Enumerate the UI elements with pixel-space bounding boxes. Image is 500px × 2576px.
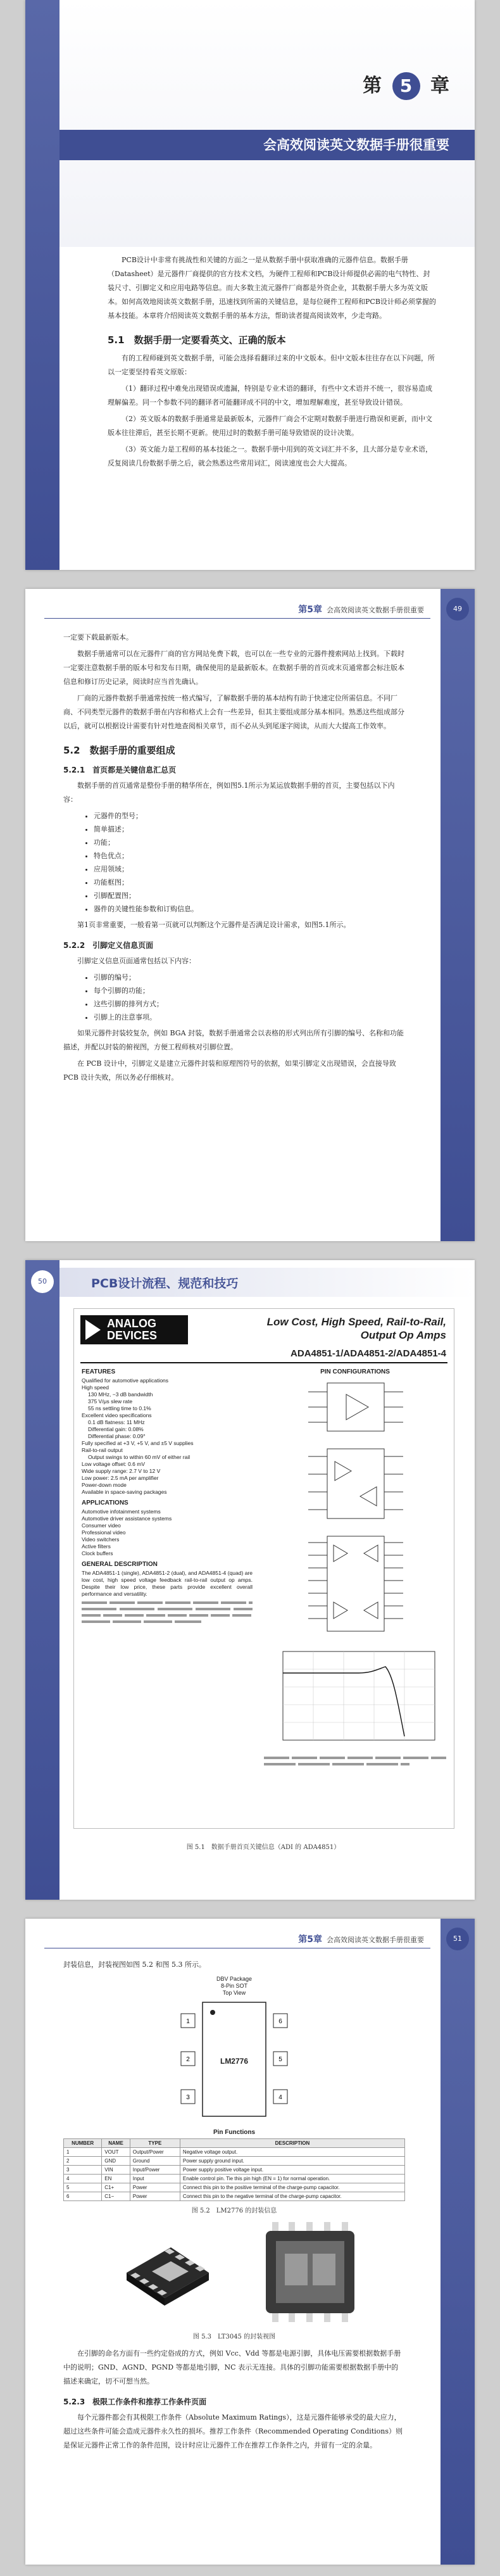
section-5-1-title: 5.1 数据手册一定要看英文、正确的版本 xyxy=(108,334,286,346)
page-number: 51 xyxy=(446,1928,469,1950)
table-header: DESCRIPTION xyxy=(180,2139,404,2148)
svg-text:4: 4 xyxy=(278,2094,282,2101)
paragraph: 一定要下载最新版本。 xyxy=(63,633,133,641)
datasheet-figure xyxy=(73,1308,454,1829)
pinout-diagram-quad xyxy=(308,1536,403,1631)
figure-caption: 图 5.2 LM2776 的封装信息 xyxy=(191,2207,277,2214)
list-item: • 简单描述； xyxy=(94,823,405,836)
list-item: • 每个引脚的功能； xyxy=(94,984,405,997)
text-placeholder xyxy=(82,1608,253,1610)
feature-item: Wide supply range: 2.7 V to 12 V xyxy=(82,1468,161,1474)
figure-caption: 图 5.3 LT3045 的封装视图 xyxy=(192,2333,276,2340)
paragraph: 如果元器件封装较复杂，例如 BGA 封装，数据手册通常会以表格的形式列出所有引脚的编号、名称和功能描述，并配以封装的俯视图，方便工程师核对引脚位置。 xyxy=(63,1029,404,1051)
page4-body xyxy=(63,1958,405,2455)
logo-text-1: ANALOG xyxy=(107,1317,156,1330)
header-banner xyxy=(59,1268,475,1297)
page-side-band xyxy=(25,0,59,570)
feature-item: Output swings to within 60 mV of either rail xyxy=(88,1454,191,1460)
typical-performance-plot xyxy=(264,1648,446,1749)
table-cell: 2 xyxy=(64,2157,102,2166)
table-row xyxy=(64,2175,405,2183)
package-label-line: Top View xyxy=(222,1990,246,1996)
part-number: ADA4851-1/ADA4851-2/ADA4851-4 xyxy=(291,1348,446,1359)
features-heading: FEATURES xyxy=(82,1368,116,1375)
application-item: Professional video xyxy=(82,1529,126,1536)
package-label-line: DBV Package xyxy=(216,1976,253,1982)
paragraph: 在引脚的命名方面有一些约定俗成的方式，例如 Vcc、Vdd 等都是电源引脚，具体电压需要根据数据手册中的说明；GND、AGND、PGND 等都是地引脚，NC 表示无连接。具体的引脚功能需要根据数据手册中的描述来确定，切不可想当然。 xyxy=(63,2349,401,2385)
bullet-list xyxy=(63,809,405,916)
list-item: • 引脚配置图； xyxy=(94,889,405,902)
application-item: Consumer video xyxy=(82,1522,121,1529)
subsection-5-2-2-title: 5.2.2 引脚定义信息页面 xyxy=(63,941,154,950)
paragraph: 在 PCB 设计中，引脚定义是建立元器件封装和原理图符号的依据，如果引脚定义出现错误，会直接导致 PCB 设计失败，所以务必仔细核对。 xyxy=(63,1059,396,1082)
feature-item: Differential gain: 0.08% xyxy=(88,1426,144,1432)
table-cell: Power supply ground input. xyxy=(180,2157,404,2166)
paragraph: 厂商的元器件数据手册通常按统一格式编写，了解数据手册的基本结构有助于快速定位所需信息。不同厂商、不同类型元器件的数据手册在内容和格式上会有一些差异，但其主要组成部分基本相同。熟悉这些组成部分以后，就可以根据设计需要有针对性地查阅相关章节，而不必从头到尾逐字阅读，从而大大提高工作效率。 xyxy=(63,694,404,730)
datasheet-title xyxy=(267,1315,446,1342)
list-item: • 应用领域； xyxy=(94,862,405,876)
table-cell: 1 xyxy=(64,2148,102,2157)
text-placeholder xyxy=(264,1763,409,1765)
general-description-heading: GENERAL DESCRIPTION xyxy=(82,1561,158,1568)
table-cell: 6 xyxy=(64,2192,102,2201)
paragraph: 有的工程师碰到英文数据手册，可能会选择看翻译过来的中文版本。但中文版本往往存在以下问题，所以一定要坚持看英文原版： xyxy=(108,354,435,376)
application-item: Active filters xyxy=(82,1543,111,1550)
application-item: Video switchers xyxy=(82,1536,120,1543)
left-column xyxy=(82,1368,253,1623)
list-item: • 功能； xyxy=(94,836,405,849)
feature-item: Rail-to-rail output xyxy=(82,1447,123,1453)
feature-item: High speed xyxy=(82,1384,109,1391)
header-rule xyxy=(44,618,430,619)
title-rule xyxy=(80,1362,447,1363)
pin-functions-heading: Pin Functions xyxy=(213,2129,256,2136)
table-header: TYPE xyxy=(130,2139,180,2148)
feature-item: Qualified for automotive applications xyxy=(82,1377,169,1384)
feature-item: Power-down mode xyxy=(82,1482,127,1488)
list-item: • 这些引脚的排列方式； xyxy=(94,997,405,1011)
feature-item: 375 V/μs slew rate xyxy=(88,1398,133,1405)
table-cell: Negative voltage output. xyxy=(180,2148,404,2157)
page-side-band xyxy=(441,589,475,1241)
list-item: • 功能框图； xyxy=(94,876,405,889)
chapter-prefix: 第 xyxy=(363,75,382,97)
package-label-line: 8-Pin SOT xyxy=(220,1983,247,1989)
table-row xyxy=(64,2166,405,2175)
table-cell: Connect this pin to the positive terminal of the charge-pump capacitor. xyxy=(180,2183,404,2192)
paragraph: 引脚定义信息页面通常包括以下内容： xyxy=(77,957,196,965)
package-3d-figure xyxy=(63,2219,405,2327)
table-cell: C1− xyxy=(102,2192,130,2201)
dfn-package-bottom-view xyxy=(253,2222,367,2323)
subsection-5-2-1-title: 5.2.1 首页都是关键信息汇总页 xyxy=(63,766,177,774)
dfn-package-3d-view xyxy=(108,2222,222,2323)
adi-logo-triangle xyxy=(85,1320,101,1340)
running-header xyxy=(298,1933,424,1945)
table-cell: EN xyxy=(102,2175,130,2183)
feature-item: 130 MHz, −3 dB bandwidth xyxy=(88,1391,153,1398)
table-cell: C1+ xyxy=(102,2183,130,2192)
document-page-2 xyxy=(25,589,475,1241)
feature-item: Excellent video specifications xyxy=(82,1412,152,1418)
table-row xyxy=(64,2157,405,2166)
chapter-header-area xyxy=(59,0,475,247)
list-item: • 引脚的编号； xyxy=(94,971,405,984)
table-cell: Connect this pin to the negative terminal of the charge-pump capacitor. xyxy=(180,2192,404,2201)
subsection-5-2-3-title: 5.2.3 极限工作条件和推荐工作条件页面 xyxy=(63,2397,207,2406)
table-cell: VOUT xyxy=(102,2148,130,2157)
table-cell: Input xyxy=(130,2175,180,2183)
application-item: Automotive infotainment systems xyxy=(82,1508,161,1515)
page-number: 49 xyxy=(446,598,469,621)
table-cell: Output/Power xyxy=(130,2148,180,2157)
adi-logo xyxy=(80,1315,188,1344)
table-header: NUMBER xyxy=(64,2139,102,2148)
applications-heading: APPLICATIONS xyxy=(82,1500,128,1506)
feature-item: Available in space-saving packages xyxy=(82,1489,167,1495)
package-figure xyxy=(63,1974,405,2126)
intro-paragraph: PCB设计中非常有挑战性和关键的方面之一是从数据手册中获取准确的元器件信息。数据手册（Datasheet）是元器件厂商提供的官方技术文档，为硬件工程师和PCB设计师提供必需的电气特性、封装尺寸、引脚定义和应用电路等信息。而大多数主流元器件厂商都是外资企业，其数据手册大多为英文版本。如何高效地阅读英文数据手册，迅速找到所需的关键信息，是每位硬件工程师和PCB设计师必须掌握的基本技能。本章将介绍阅读英文数据手册的基本方法，帮助读者提高阅读效率，少走弯路。 xyxy=(108,256,436,320)
text-placeholder xyxy=(82,1620,201,1623)
right-column xyxy=(264,1368,446,1765)
document-page-4 xyxy=(25,1919,475,2565)
datasheet-title-line: Low Cost, High Speed, Rail-to-Rail, xyxy=(266,1316,446,1328)
chapter-number-label xyxy=(363,70,449,100)
svg-text:1: 1 xyxy=(186,2018,190,2025)
table-cell: VIN xyxy=(102,2166,130,2175)
bullet-list xyxy=(63,971,405,1024)
table-cell: 5 xyxy=(64,2183,102,2192)
datasheet-title-line: Output Op Amps xyxy=(360,1329,446,1341)
feature-item: Fully specified at +3 V, +5 V, and ±5 V supplies xyxy=(82,1440,194,1446)
feature-item: 55 ns settling time to 0.1% xyxy=(88,1405,151,1411)
page-number: 50 xyxy=(31,1270,54,1293)
svg-text:6: 6 xyxy=(278,2018,282,2025)
table-row xyxy=(64,2183,405,2192)
chapter-title: 会高效阅读英文数据手册很重要 xyxy=(263,137,449,153)
svg-text:2: 2 xyxy=(186,2056,190,2063)
table-cell: Power xyxy=(130,2183,180,2192)
table-row xyxy=(64,2192,405,2201)
table-cell: GND xyxy=(102,2157,130,2166)
paragraph: 封装信息，封装视图如图 5.2 和图 5.3 所示。 xyxy=(63,1960,206,1969)
feature-item: Low voltage offset: 0.6 mV xyxy=(82,1461,146,1467)
header-chapter: 第5章 xyxy=(298,1935,322,1945)
text-placeholder xyxy=(264,1757,446,1759)
feature-item: Low power: 2.5 mA per amplifier xyxy=(82,1475,159,1481)
section-5-2-title: 5.2 数据手册的重要组成 xyxy=(63,745,175,756)
paragraph: 数据手册的首页通常是整份手册的精华所在，例如图5.1所示为某运放数据手册的首页，主要包括以下内容： xyxy=(63,781,395,804)
page-side-band xyxy=(25,1260,59,1900)
table-cell: Ground xyxy=(130,2157,180,2166)
table-cell: Power supply positive voltage input. xyxy=(180,2166,404,2175)
page-side-band xyxy=(441,1919,475,2565)
text-placeholder xyxy=(82,1601,253,1604)
paragraph: （1）翻译过程中难免出现错误或遗漏，特别是专业术语的翻译，有些中文术语并不统一，很容易造成理解偏差。同一个参数不同的翻译者可能翻译成不同的中文，增加理解难度，甚至导致设计错误。 xyxy=(108,384,432,407)
header-chapter: 第5章 xyxy=(298,605,322,615)
table-row xyxy=(64,2148,405,2157)
page2-body xyxy=(63,631,405,1087)
header-title: 会高效阅读英文数据手册很重要 xyxy=(327,606,424,614)
table-cell: 3 xyxy=(64,2166,102,2175)
package-label xyxy=(203,1976,266,1997)
list-item: • 引脚上的注意事项。 xyxy=(94,1011,405,1024)
table-cell: 4 xyxy=(64,2175,102,2183)
general-description: The ADA4851-1 (single), ADA4851-2 (dual), and ADA4851-4 (quad) are low cost, high speed voltage feedback rail-to-rail output op amps. Despite their low price, these parts provide excellent overall performance and versatility. xyxy=(82,1570,253,1597)
pin-functions-table xyxy=(63,2138,405,2201)
header-title: 会高效阅读英文数据手册很重要 xyxy=(327,1936,424,1944)
table-header-row xyxy=(64,2139,405,2148)
pinout-diagram-single xyxy=(308,1383,403,1431)
chip-label: LM2776 xyxy=(220,2057,249,2066)
figure-caption: 图 5.1 数据手册首页关键信息（ADI 的 ADA4851） xyxy=(186,1844,341,1851)
chapter-suffix: 章 xyxy=(430,75,449,97)
paragraph: 数据手册通常可以在元器件厂商的官方网站免费下载，也可以在一些专业的元器件搜索网站上找到。下载时一定要注意数据手册的版本号和发布日期，确保使用的是最新版本。在数据手册的首页或末页通常都会标注版本信息和修订历史记录，阅读时应当首先确认。 xyxy=(63,650,404,686)
application-item: Clock buffers xyxy=(82,1550,113,1556)
table-header: NAME xyxy=(102,2139,130,2148)
running-header xyxy=(298,603,424,616)
document-page-3 xyxy=(25,1260,475,1900)
pinout-diagram-dual xyxy=(308,1449,403,1518)
list-item: • 特色优点； xyxy=(94,849,405,862)
chapter-number-badge: 5 xyxy=(392,72,420,100)
pin-configuration-diagrams xyxy=(264,1379,446,1645)
feature-item: Differential phase: 0.09° xyxy=(88,1433,146,1439)
paragraph: （2）英文版本的数据手册通常是最新版本，元器件厂商会不定期对数据手册进行勘误和更新，而中文版本往往滞后，甚至长期不更新。使用过时的数据手册可能导致错误的设计决策。 xyxy=(108,415,432,437)
text-placeholder xyxy=(82,1614,253,1617)
header-title: PCB设计流程、规范和技巧 xyxy=(91,1277,239,1291)
feature-item: 0.1 dB flatness: 11 MHz xyxy=(88,1419,145,1425)
paragraph: （3）英文能力是工程师的基本技能之一。数据手册中用到的英文词汇并不多，且大部分是专业术语，反复阅读几份数据手册之后，就会熟悉这些常用词汇，阅读速度也会大大提高。 xyxy=(108,445,432,467)
list-item: • 元器件的型号； xyxy=(94,809,405,823)
table-cell: Input/Power xyxy=(130,2166,180,2175)
page1-body xyxy=(108,253,437,473)
paragraph: 每个元器件都会有其极限工作条件（Absolute Maximum Ratings），这是元器件能够承受的最大应力，超过这些条件可能会造成元器件永久性的损坏。推荐工作条件（Recommended Operating Conditions）则是保证元器件正常工作的条件范围，设计时应让元器件工作在推荐工作条件之内，并留有一定的余量。 xyxy=(63,2413,403,2449)
application-item: Automotive driver assistance systems xyxy=(82,1515,172,1522)
table-cell: Enable control pin. Tie this pin high (EN = 1) for normal operation. xyxy=(180,2175,404,2183)
chapter-title-bar xyxy=(59,130,475,160)
table-cell: Power xyxy=(130,2192,180,2201)
logo-text-2: DEVICES xyxy=(107,1329,158,1342)
svg-text:5: 5 xyxy=(278,2056,282,2063)
document-page-1 xyxy=(25,0,475,570)
pin-config-heading: PIN CONFIGURATIONS xyxy=(320,1368,390,1375)
list-item: • 器件的关键性能参数和订购信息。 xyxy=(94,902,405,916)
paragraph: 第1页非常重要，一般看第一页就可以判断这个元器件是否满足设计需求，如图5.1所示。 xyxy=(77,921,351,929)
svg-text:3: 3 xyxy=(186,2094,190,2101)
